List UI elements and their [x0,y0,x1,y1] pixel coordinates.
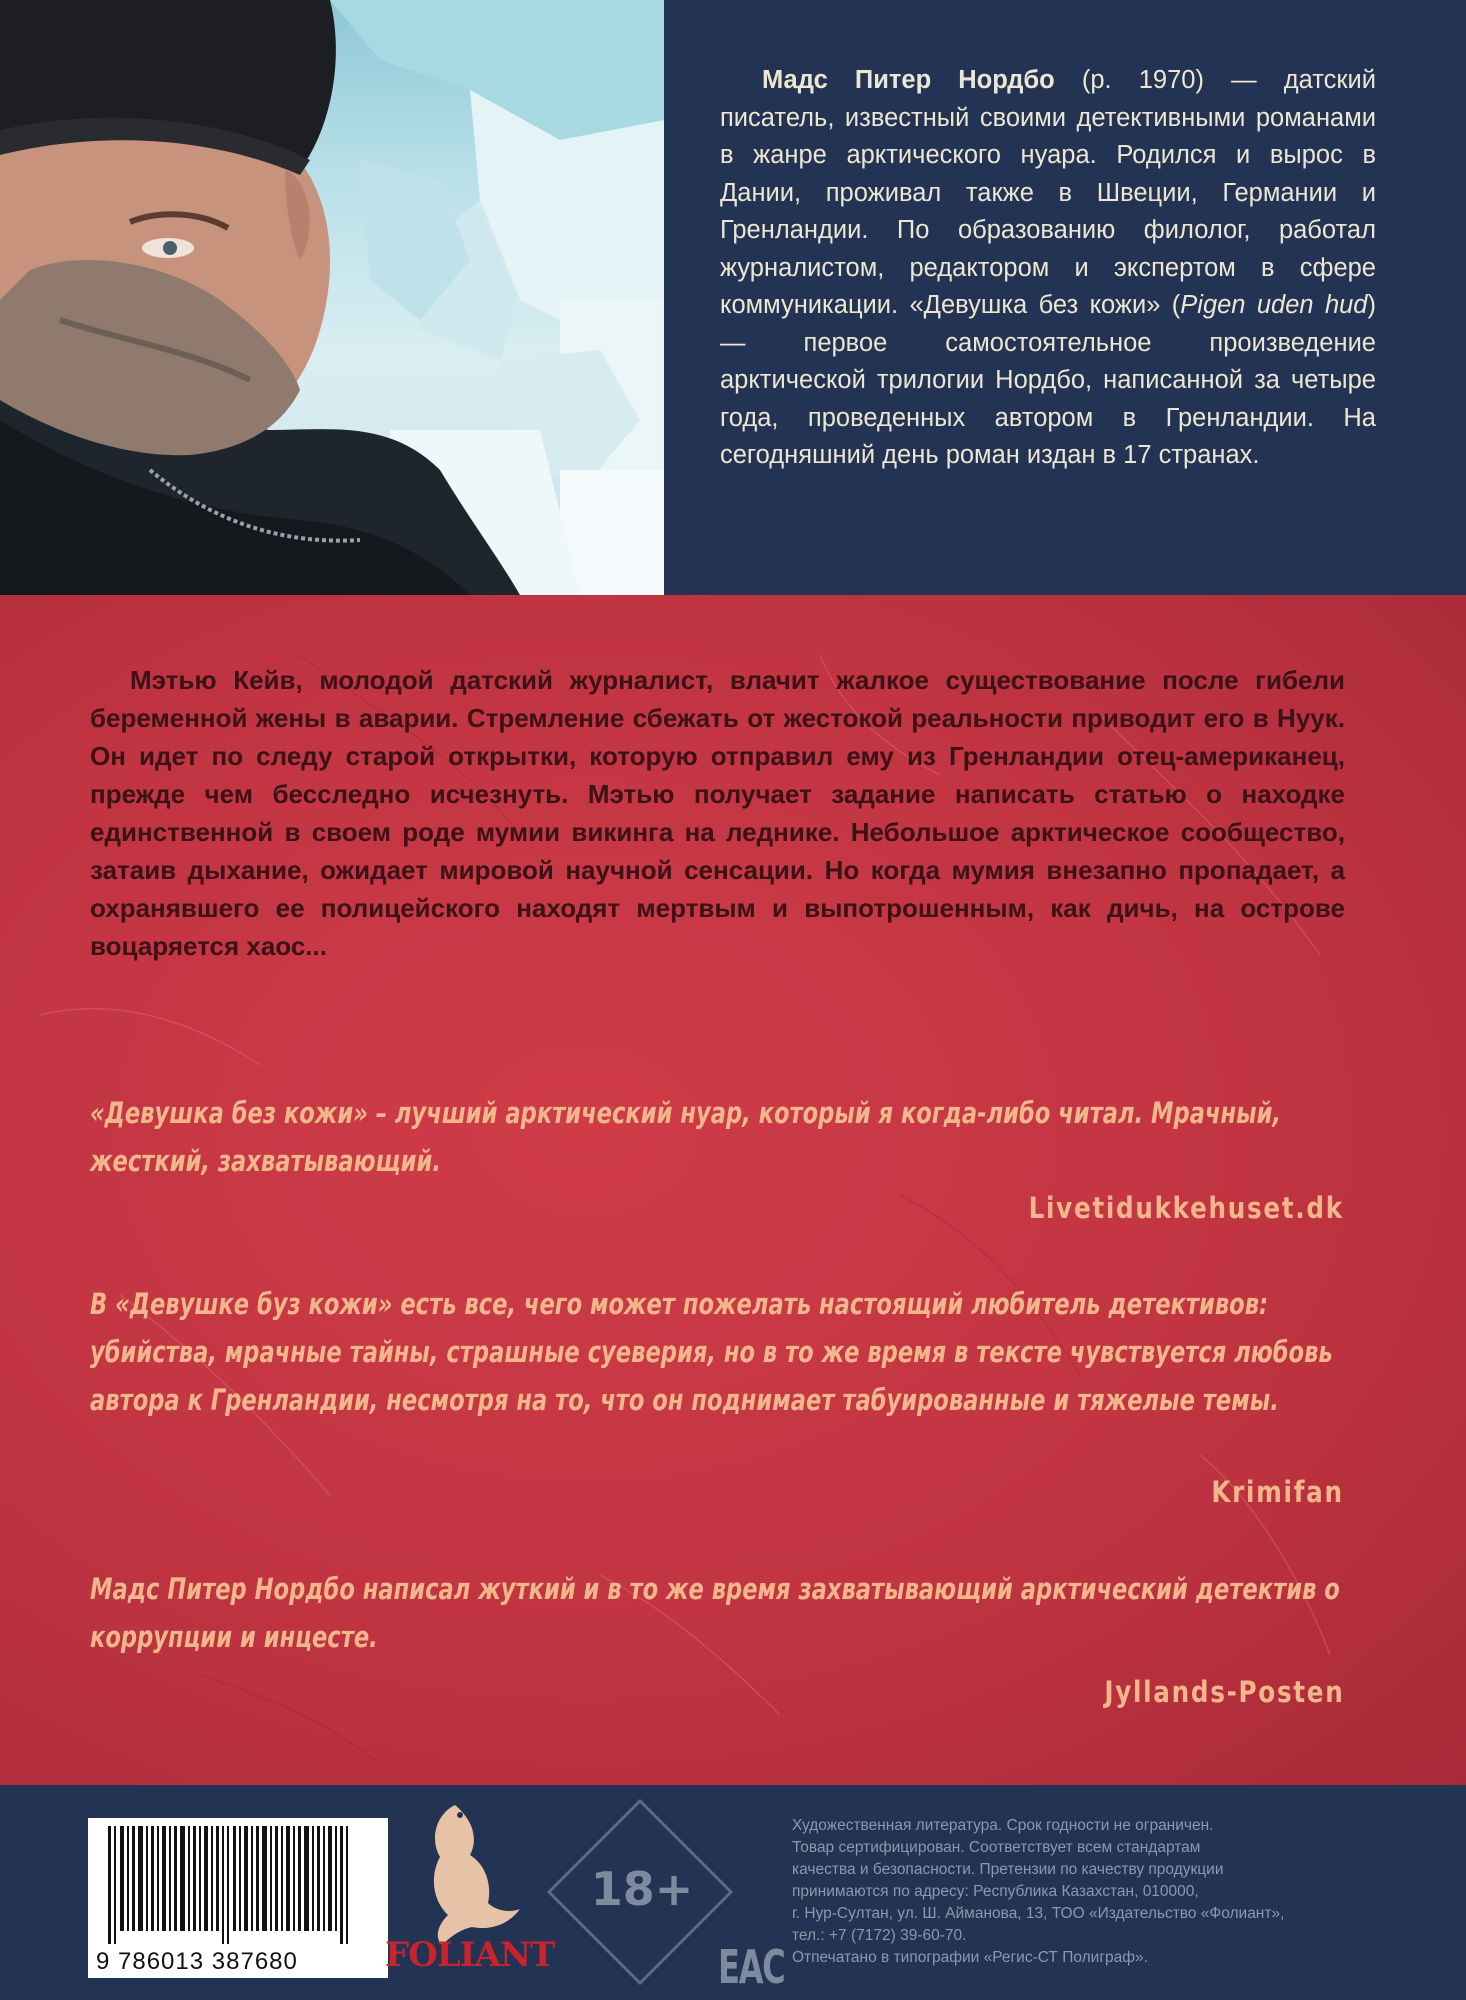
imprint-line: Товар сертифицирован. Соответствует всем стандартам [792,1839,1201,1856]
review-quote-3: Мадс Питер Нордбо написал жуткий и в то же время захватывающий арктический детектив о коррупции и инцесте. [90,1572,1340,1654]
author-photo [0,0,664,595]
review-source-2: Krimifan [1211,1475,1344,1509]
original-title: Pigen uden hud [1180,291,1368,319]
review-quote-2: В «Девушке буз кожи» есть все, чего может пожелать настоящий любитель детективов: убийства, мрачные тайны, страшные суеверия, но в то же время в тексте чувствуется любовь автора к Гренландии, несмотря на то, что он поднимает табуированные и тяжелые темы. [90,1287,1333,1417]
review-source-3: Jyllands-Posten [1103,1675,1344,1709]
red-panel [0,595,1466,1785]
age-rating: 18+ [590,1862,694,1916]
imprint-line: г. Нур-Султан, ул. Ш. Айманова, 13, ТОО «Издательство «Фолиант», [792,1905,1285,1922]
author-bio [720,62,1376,475]
imprint-line: принимаются по адресу: Республика Казахстан, 010000, [792,1883,1199,1900]
eac-certification-mark: EAC [718,1940,785,1994]
author-bio-text-1: (р. 1970) — датский писатель, известный своими детективными романами в жанре арктического нуара. Родился и вырос в Дании, проживал также в Швеции, Германии и Гренландии. По образованию филолог, работал журналистом, редактором и экспертом в сфере коммуникации. «Девушка без кожи» ( [720,66,1376,319]
review-quote-1: «Девушка без кожи» – лучший арктический нуар, который я когда-либо читал. Мрачный, жесткий, захватывающий. [90,1096,1282,1178]
imprint-line: тел.: +7 (7172) 39-60-70. [792,1927,967,1944]
top-band [0,0,1466,595]
author-bio-text-2: ) — первое самостоятельное произведение арктической трилогии Нордбо, написанной за четыре года, проведенных автором в Гренландии. На сегодняшний день роман издан в 17 странах. [720,291,1376,469]
author-photo-illustration [0,0,664,595]
synopsis: Мэтью Кейв, молодой датский журналист, влачит жалкое существование после гибели беременной жены в аварии. Стремление сбежать от жестокой реальности приводит его в Нуук. Он идет по следу старой открытки, которую отправил ему из Гренландии отец-американец, прежде чем бесследно исчезнуть. Мэтью получает задание написать статью о находке единственной в своем роде мумии викинга на леднике. Небольшое арктическое сообщество, затаив дыхание, ожидает мировой научной сенсации. Но когда мумия внезапно пропадает, а охранявшего ее полицейского находят мертвым и выпотрошенным, как дичь, на острове воцаряется хаос... [90,665,1345,961]
barcode [88,1818,388,1978]
barcode-digits: 9 786013 387680 [96,1948,298,1975]
imprint-line: качества и безопасности. Претензии по качеству продукции [792,1861,1224,1878]
bottom-band [0,1785,1466,2000]
barcode-bars [88,1818,388,1948]
publisher-logo-text: FOLIANT [385,1935,555,1975]
review-source-1: Livetidukkehuset.dk [1028,1191,1344,1225]
imprint-line: Художественная литература. Срок годности не ограничен. [792,1817,1214,1834]
author-name: Мадс Питер Нордбо [762,66,1055,94]
imprint [792,1815,1352,1969]
imprint-line: Отпечатано в типографии «Регис-СТ Полиграф». [792,1949,1148,1966]
